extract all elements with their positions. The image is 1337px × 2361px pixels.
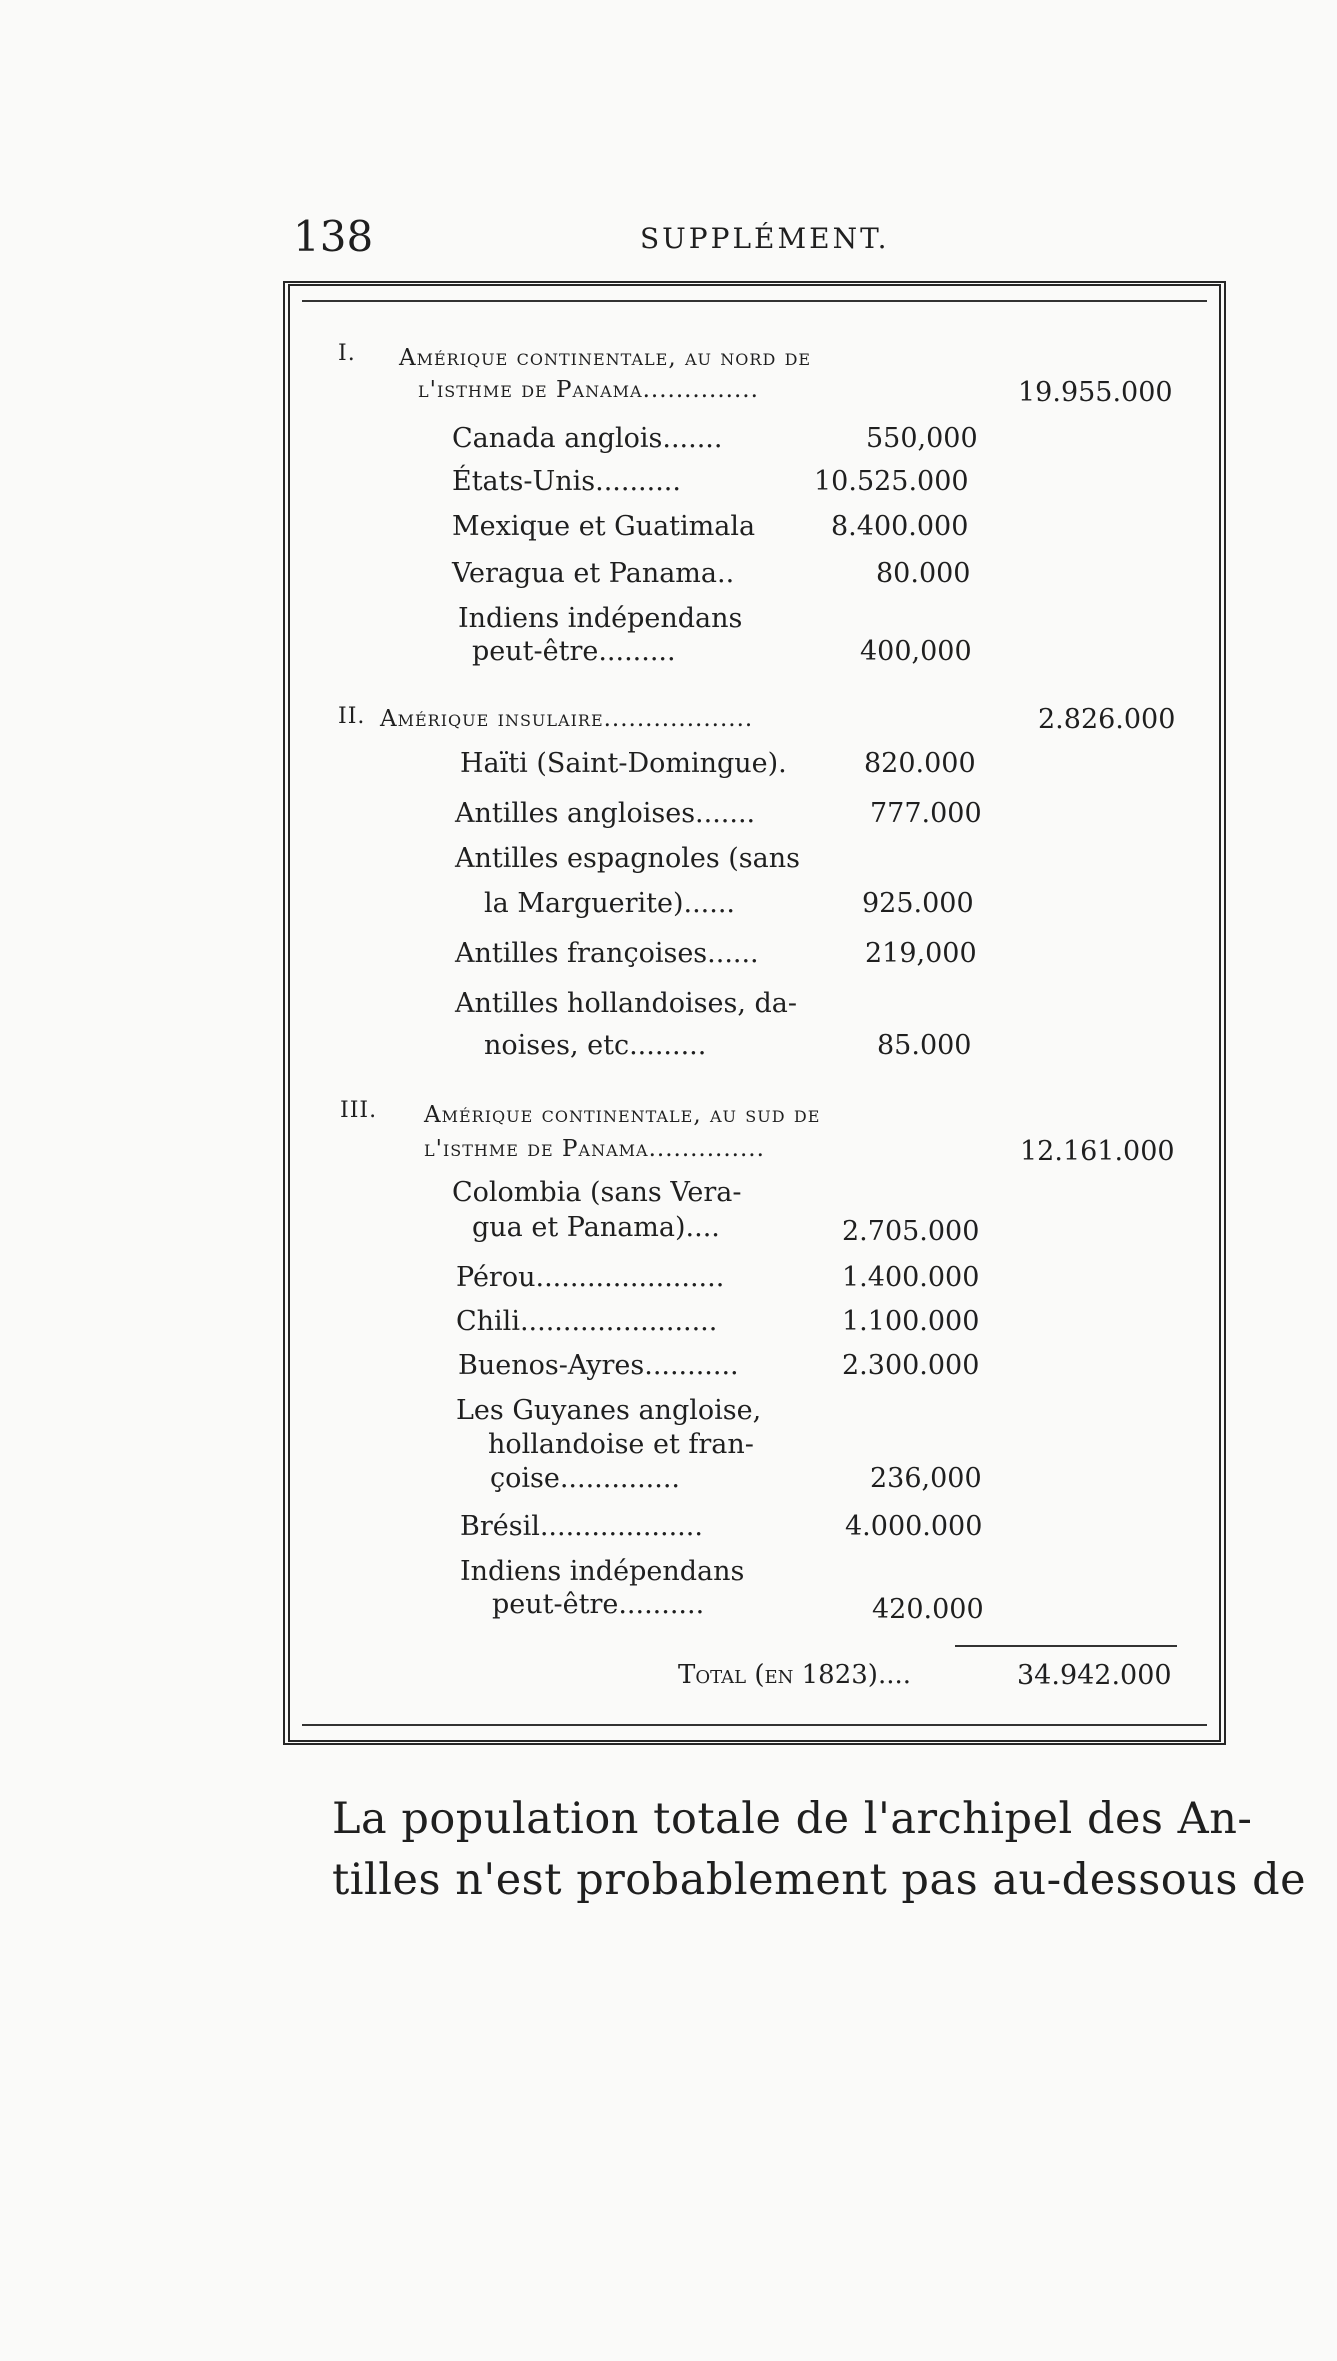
row-label: Veragua et Panama..: [452, 558, 735, 589]
running-head: SUPPLÉMENT.: [640, 222, 890, 255]
row-label: peut-être.........: [472, 636, 676, 667]
row-value: 400,000: [860, 636, 972, 667]
section-3-heading-line2: l'isthme de Panama..............: [424, 1136, 765, 1162]
section-2-heading: Amérique insulaire..................: [380, 706, 754, 732]
row-value: 85.000: [877, 1030, 972, 1061]
row-label: États-Unis..........: [452, 466, 681, 497]
row-value: 820.000: [864, 748, 976, 779]
total-value: 34.942.000: [1017, 1660, 1172, 1691]
footer-line-2: tilles n'est probablement pas au-dessous de: [332, 1855, 1307, 1905]
row-value: 925.000: [862, 888, 974, 919]
section-3-value: 12.161.000: [1020, 1136, 1175, 1167]
footer-line-1: La population totale de l'archipel des An-: [332, 1794, 1253, 1844]
section-1-numeral: I.: [338, 341, 356, 366]
section-3-numeral: III.: [340, 1098, 378, 1123]
row-value: 236,000: [870, 1463, 982, 1494]
row-label: Indiens indépendans: [460, 1556, 745, 1587]
row-label: hollandoise et fran-: [488, 1429, 754, 1460]
row-value: 420.000: [872, 1594, 984, 1625]
row-value: 1.400.000: [842, 1262, 980, 1293]
row-label: Buenos-Ayres...........: [458, 1350, 739, 1381]
row-label: Canada anglois.......: [452, 423, 723, 454]
row-label: Indiens indépendans: [458, 603, 743, 634]
row-value: 80.000: [876, 558, 971, 589]
row-label: noises, etc.........: [484, 1030, 707, 1061]
row-label: Les Guyanes angloise,: [456, 1395, 762, 1426]
row-label: la Marguerite)......: [484, 888, 736, 919]
row-label: Brésil...................: [460, 1511, 703, 1542]
row-value: 10.525.000: [814, 466, 969, 497]
total-rule: [955, 1645, 1177, 1647]
section-2-value: 2.826.000: [1038, 704, 1176, 735]
section-3-heading-line1: Amérique continentale, au sud de: [424, 1102, 821, 1128]
row-value: 2.300.000: [842, 1350, 980, 1381]
section-1-value: 19.955.000: [1018, 377, 1173, 408]
page-number: 138: [293, 212, 374, 261]
row-value: 219,000: [865, 938, 977, 969]
row-label: Antilles hollandoises, da-: [455, 988, 797, 1019]
row-value: 4.000.000: [845, 1511, 983, 1542]
row-label: Pérou......................: [456, 1262, 725, 1293]
row-value: 8.400.000: [831, 511, 969, 542]
row-label: Colombia (sans Vera-: [452, 1177, 742, 1208]
row-label: peut-être..........: [492, 1589, 705, 1620]
row-value: 2.705.000: [842, 1216, 980, 1247]
row-value: 777.000: [870, 798, 982, 829]
row-label: Antilles angloises.......: [455, 798, 756, 829]
section-1-heading-line2: l'isthme de Panama..............: [418, 377, 759, 403]
row-value: 1.100.000: [842, 1306, 980, 1337]
section-2-numeral: II.: [338, 704, 366, 729]
row-value: 550,000: [866, 423, 978, 454]
total-label: Total (en 1823)....: [678, 1660, 912, 1690]
row-label: Chili.......................: [456, 1306, 718, 1337]
row-label: Haïti (Saint-Domingue).: [460, 748, 787, 779]
row-label: Mexique et Guatimala: [452, 511, 756, 542]
section-1-heading-line1: Amérique continentale, au nord de: [399, 345, 812, 371]
row-label: Antilles françoises......: [455, 938, 759, 969]
row-label: Antilles espagnoles (sans: [455, 843, 800, 874]
row-label: çoise..............: [490, 1463, 681, 1494]
row-label: gua et Panama)....: [472, 1212, 720, 1243]
